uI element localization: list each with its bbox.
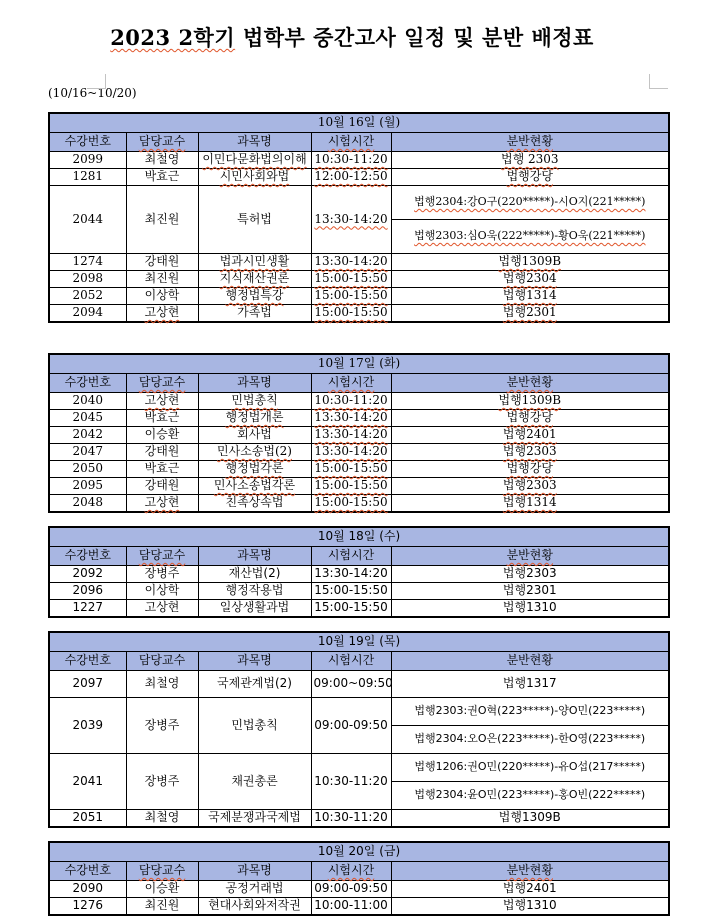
course-name-cell: 공정거래법 [198, 881, 311, 898]
table-row [49, 495, 669, 513]
assignment-cell: 법행1314 [391, 288, 669, 305]
course-name-cell: 가족법 [198, 305, 311, 323]
table-row [49, 444, 669, 461]
assignment-cell: 법행1314 [391, 495, 669, 513]
column-header-course-no-cell: 수강번호 [49, 862, 126, 881]
course-name-cell: 행정작용법 [198, 583, 311, 600]
column-header-exam-time-cell: 시험시간 [311, 133, 391, 152]
course-no-cell: 2097 [49, 671, 126, 698]
table-row [49, 305, 669, 323]
course-name-cell: 민사소송법(2) [198, 444, 311, 461]
assignment-cell: 법행2304:윤O민(223*****)-홍O빈(222*****) [391, 782, 669, 810]
column-header-professor-cell: 담당교수 [126, 547, 198, 566]
table-row [49, 152, 669, 169]
course-name-cell: 민법총칙 [198, 698, 311, 754]
table-row [49, 393, 669, 410]
course-no-cell: 2051 [49, 810, 126, 828]
table-row [49, 254, 669, 271]
professor-cell: 고상현 [126, 495, 198, 513]
professor-cell: 강태원 [126, 478, 198, 495]
assignment-cell: 법행1310 [391, 898, 669, 916]
professor-cell: 이상학 [126, 583, 198, 600]
assignment-cell: 법행2401 [391, 881, 669, 898]
exam-time-cell: 09:00-09:50 [311, 881, 391, 898]
table-row [49, 461, 669, 478]
exam-time-cell: 12:00-12:50 [311, 169, 391, 186]
professor-cell: 이승환 [126, 881, 198, 898]
column-header-course-name-cell: 과목명 [198, 374, 311, 393]
exam-time-cell: 13:30-14:20 [311, 444, 391, 461]
title-rest: 법학부 중간고사 일정 및 분반 배정표 [235, 25, 594, 50]
assignment-cell: 법행강당 [391, 461, 669, 478]
course-no-cell: 2095 [49, 478, 126, 495]
assignment-cell: 법행강당 [391, 410, 669, 427]
course-name-cell: 채권총론 [198, 754, 311, 810]
assignment-cell: 법행2303 [391, 444, 669, 461]
exam-time-cell: 15:00-15:50 [311, 288, 391, 305]
assignment-cell: 법행1309B [391, 254, 669, 271]
column-header-assignment-cell: 분반현황 [391, 133, 669, 152]
column-header-exam-time-cell: 시험시간 [311, 862, 391, 881]
column-header-course-name-cell: 과목명 [198, 862, 311, 881]
margin-mark-right [649, 74, 668, 89]
exam-time-cell: 10:30-11:20 [311, 152, 391, 169]
assignment-cell: 법행1310 [391, 600, 669, 618]
course-name-cell: 행정법각론 [198, 461, 311, 478]
assignment-cell: 법행1309B [391, 810, 669, 828]
professor-cell: 고상현 [126, 305, 198, 323]
assignment-cell: 법행1206:권O민(220*****)-유O섭(217*****) [391, 754, 669, 782]
assignment-cell: 법행2401 [391, 427, 669, 444]
course-no-cell: 2096 [49, 583, 126, 600]
column-header-exam-time-cell: 시험시간 [311, 652, 391, 671]
course-no-cell: 2099 [49, 152, 126, 169]
exam-time-cell: 10:30-11:20 [311, 810, 391, 828]
professor-cell: 이상학 [126, 288, 198, 305]
date-band: 10월 20일 (금) [49, 842, 669, 862]
exam-time-cell: 15:00-15:50 [311, 461, 391, 478]
column-header-course-no-cell: 수강번호 [49, 547, 126, 566]
exam-table-tue [48, 353, 670, 513]
course-no-cell: 2045 [49, 410, 126, 427]
professor-cell: 최철영 [126, 810, 198, 828]
table-row [49, 427, 669, 444]
date-band: 10월 17일 (화) [49, 354, 669, 374]
table-row [49, 271, 669, 288]
column-header-assignment-cell: 분반현황 [391, 652, 669, 671]
column-header-professor-cell: 담당교수 [126, 374, 198, 393]
table-row [49, 583, 669, 600]
assignment-cell: 법행1309B [391, 393, 669, 410]
column-header-course-no-cell: 수강번호 [49, 652, 126, 671]
course-name-cell: 현대사회와저작권 [198, 898, 311, 916]
assignment-cell: 법행 2303 [391, 152, 669, 169]
course-name-cell: 민사소송법각론 [198, 478, 311, 495]
table-row [49, 186, 669, 220]
professor-cell: 강태원 [126, 444, 198, 461]
column-header-exam-time-cell: 시험시간 [311, 547, 391, 566]
exam-table-thu [48, 631, 670, 828]
column-header-professor-cell: 담당교수 [126, 652, 198, 671]
course-name-cell: 이민다문화법의이해 [198, 152, 311, 169]
professor-cell: 고상현 [126, 600, 198, 618]
exam-time-cell: 09:00-09:50 [311, 698, 391, 754]
table-row [49, 478, 669, 495]
date-band: 10월 16일 (월) [49, 113, 669, 133]
course-no-cell: 2098 [49, 271, 126, 288]
table-row [49, 169, 669, 186]
professor-cell: 고상현 [126, 393, 198, 410]
professor-cell: 박효근 [126, 461, 198, 478]
margin-mark-left [87, 74, 106, 89]
course-name-cell: 행정법개론 [198, 410, 311, 427]
course-name-cell: 민법총칙 [198, 393, 311, 410]
date-range: (10/16~10/20) [48, 86, 137, 100]
exam-table-mon [48, 112, 670, 323]
exam-time-cell: 15:00-15:50 [311, 583, 391, 600]
professor-cell: 이승환 [126, 427, 198, 444]
course-no-cell: 2092 [49, 566, 126, 583]
assignment-cell: 법행2303 [391, 478, 669, 495]
column-header-course-no-cell: 수강번호 [49, 133, 126, 152]
assignment-cell: 법행2304:오O은(223*****)-한O영(223*****) [391, 726, 669, 754]
exam-time-cell: 13:30-14:20 [311, 427, 391, 444]
table-row [49, 600, 669, 618]
column-header-course-name-cell: 과목명 [198, 547, 311, 566]
course-no-cell: 2040 [49, 393, 126, 410]
course-no-cell: 1227 [49, 600, 126, 618]
column-header-exam-time-cell: 시험시간 [311, 374, 391, 393]
column-header-assignment-cell: 분반현황 [391, 374, 669, 393]
exam-table-fri [48, 841, 670, 916]
column-header-assignment-cell: 분반현황 [391, 547, 669, 566]
professor-cell: 장병주 [126, 754, 198, 810]
assignment-cell: 법행1317 [391, 671, 669, 698]
course-no-cell: 1281 [49, 169, 126, 186]
course-no-cell: 1274 [49, 254, 126, 271]
exam-table-wed [48, 526, 670, 618]
exam-tables [0, 112, 704, 916]
exam-time-cell: 13:30-14:20 [311, 186, 391, 254]
assignment-cell: 법행2303:심O욱(222*****)-황O욱(221*****) [391, 220, 669, 254]
course-no-cell: 2090 [49, 881, 126, 898]
course-name-cell: 법과시민생활 [198, 254, 311, 271]
exam-time-cell: 13:30-14:20 [311, 254, 391, 271]
professor-cell: 최철영 [126, 671, 198, 698]
table-row [49, 410, 669, 427]
course-no-cell: 2094 [49, 305, 126, 323]
exam-time-cell: 13:30-14:20 [311, 566, 391, 583]
table-row [49, 288, 669, 305]
assignment-cell: 법행2301 [391, 305, 669, 323]
column-header-course-name-cell: 과목명 [198, 652, 311, 671]
professor-cell: 최진원 [126, 271, 198, 288]
assignment-cell: 법행2303:권O혁(223*****)-양O민(223*****) [391, 698, 669, 726]
professor-cell: 최진원 [126, 186, 198, 254]
table-row [49, 698, 669, 726]
course-no-cell: 2048 [49, 495, 126, 513]
exam-time-cell: 10:30-11:20 [311, 754, 391, 810]
course-name-cell: 재산법(2) [198, 566, 311, 583]
course-no-cell: 2044 [49, 186, 126, 254]
table-row [49, 671, 669, 698]
exam-time-cell: 09:00~09:50 [311, 671, 391, 698]
professor-cell: 최진원 [126, 898, 198, 916]
course-name-cell: 행정법특강 [198, 288, 311, 305]
course-no-cell: 2042 [49, 427, 126, 444]
course-no-cell: 2039 [49, 698, 126, 754]
course-no-cell: 2052 [49, 288, 126, 305]
professor-cell: 강태원 [126, 254, 198, 271]
exam-time-cell: 15:00-15:50 [311, 271, 391, 288]
professor-cell: 최철영 [126, 152, 198, 169]
professor-cell: 박효근 [126, 169, 198, 186]
date-band: 10월 18일 (수) [49, 527, 669, 547]
column-header-professor-cell: 담당교수 [126, 862, 198, 881]
professor-cell: 장병주 [126, 566, 198, 583]
course-no-cell: 2047 [49, 444, 126, 461]
title-highlight: 2023 2학기 [110, 25, 236, 50]
course-name-cell: 국제관계법(2) [198, 671, 311, 698]
exam-time-cell: 15:00-15:50 [311, 495, 391, 513]
course-no-cell: 2041 [49, 754, 126, 810]
table-row [49, 754, 669, 782]
course-name-cell: 일상생활과법 [198, 600, 311, 618]
course-name-cell: 시민사회와법 [198, 169, 311, 186]
document-page [0, 22, 704, 913]
assignment-cell: 법행2304 [391, 271, 669, 288]
professor-cell: 박효근 [126, 410, 198, 427]
column-header-assignment-cell: 분반현황 [391, 862, 669, 881]
assignment-cell: 법행2301 [391, 583, 669, 600]
course-name-cell: 국제분쟁과국제법 [198, 810, 311, 828]
course-name-cell: 특허법 [198, 186, 311, 254]
exam-time-cell: 15:00-15:50 [311, 600, 391, 618]
table-row [49, 810, 669, 828]
column-header-professor-cell: 담당교수 [126, 133, 198, 152]
course-no-cell: 2050 [49, 461, 126, 478]
assignment-cell: 법행2304:강O구(220*****)-시O지(221*****) [391, 186, 669, 220]
exam-time-cell: 10:30-11:20 [311, 393, 391, 410]
exam-time-cell: 10:00-11:00 [311, 898, 391, 916]
exam-time-cell: 15:00-15:50 [311, 305, 391, 323]
assignment-cell: 법행강당 [391, 169, 669, 186]
date-band: 10월 19일 (목) [49, 632, 669, 652]
exam-time-cell: 15:00-15:50 [311, 478, 391, 495]
table-row [49, 881, 669, 898]
course-name-cell: 지식재산권론 [198, 271, 311, 288]
course-name-cell: 친족상속법 [198, 495, 311, 513]
column-header-course-name-cell: 과목명 [198, 133, 311, 152]
table-row [49, 898, 669, 916]
assignment-cell: 법행2303 [391, 566, 669, 583]
column-header-course-no-cell: 수강번호 [49, 374, 126, 393]
table-row [49, 566, 669, 583]
course-name-cell: 회사법 [198, 427, 311, 444]
page-title [0, 22, 704, 52]
exam-time-cell: 13:30-14:20 [311, 410, 391, 427]
course-no-cell: 1276 [49, 898, 126, 916]
professor-cell: 장병주 [126, 698, 198, 754]
